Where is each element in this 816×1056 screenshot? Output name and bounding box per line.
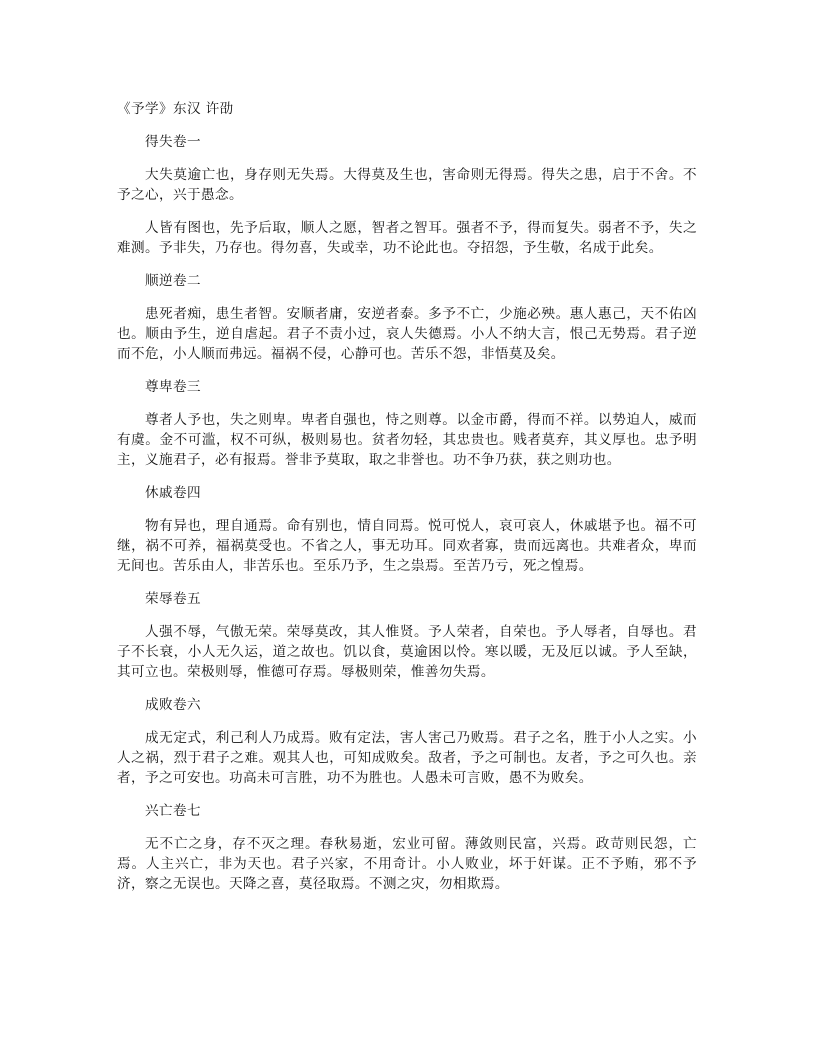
section-shunni <box>117 271 697 364</box>
paragraph: 患死者痴，患生者智。安顺者庸，安逆者泰。多予不亡，少施必殃。惠人惠己，天不佑凶也。顺由予生，逆自虐起。君子不责小过，哀人失德焉。小人不纳大言，恨己无势焉。君子逆而不危，小人顺而弗远。福祸不侵，心静可也。苦乐不怨，非悟莫及矣。 <box>117 306 697 362</box>
section-xingwang <box>117 801 697 894</box>
section-heading: 兴亡卷七 <box>145 803 201 819</box>
document-page <box>117 99 697 894</box>
paragraph: 物有异也，理自通焉。命有别也，情自同焉。悦可悦人，哀可哀人，休戚堪予也。福不可继，祸不可养，福祸莫受也。不省之人，事无功耳。同欢者寡，贵而远离也。共难者众，卑而无间也。苦乐由人，非苦乐也。至乐乃予，生之祟焉。至苦乃亏，死之惶焉。 <box>117 518 697 574</box>
section-heading: 成败卷六 <box>145 697 201 713</box>
paragraph: 无不亡之身，存不灭之理。春秋易逝，宏业可留。薄敛则民富，兴焉。政苛则民怨，亡焉。人主兴亡，非为天也。君子兴家，不用奇计。小人败业，坏于奸谋。正不予贿，邪不予济，察之无误也。天降之喜，莫径取焉。不测之灾，勿相欺焉。 <box>117 836 697 892</box>
section-xiuqi <box>117 483 697 576</box>
paragraph: 大失莫逾亡也，身存则无失焉。大得莫及生也，害命则无得焉。得失之患，启于不舍。不予之心，兴于愚念。 <box>117 167 697 203</box>
section-deshi <box>117 132 697 258</box>
section-heading: 顺逆卷二 <box>145 273 201 289</box>
document-title: 《予学》东汉 许劭 <box>117 101 234 117</box>
section-chengbai <box>117 695 697 788</box>
paragraph: 成无定式，利己利人乃成焉。败有定法，害人害己乃败焉。君子之名，胜于小人之实。小人之祸，烈于君子之难。观其人也，可知成败矣。敌者，予之可制也。友者，予之可久也。亲者，予之可安也。功高未可言胜，功不为胜也。人愚未可言败，愚不为败矣。 <box>117 730 697 786</box>
section-heading: 得失卷一 <box>145 134 201 150</box>
paragraph: 尊者人予也，失之则卑。卑者自强也，恃之则尊。以金市爵，得而不祥。以势迫人，威而有虞。金不可滥，权不可纵，极则易也。贫者勿轻，其忠贵也。贱者莫弃，其义厚也。忠予明主，义施君子，必有报焉。誉非予莫取，取之非誉也。功不争乃获，获之则功也。 <box>117 412 697 468</box>
section-heading: 荣辱卷五 <box>145 591 201 607</box>
section-zunbei <box>117 377 697 470</box>
section-heading: 尊卑卷三 <box>145 379 201 395</box>
paragraph: 人皆有图也，先予后取，顺人之愿，智者之智耳。强者不予，得而复失。弱者不予，失之难测。予非失，乃存也。得勿喜，失或幸，功不论此也。夺招怨，予生敬，名成于此矣。 <box>117 220 697 256</box>
section-heading: 休戚卷四 <box>145 485 201 501</box>
section-rongru <box>117 589 697 682</box>
paragraph: 人强不辱，气傲无荣。荣辱莫改，其人惟贤。予人荣者，自荣也。予人辱者，自辱也。君子不长衰，小人无久运，道之故也。饥以食，莫逾困以怜。寒以暖，无及厄以诚。予人至缺，其可立也。荣极则辱，惟德可存焉。辱极则荣，惟善勿失焉。 <box>117 624 697 680</box>
